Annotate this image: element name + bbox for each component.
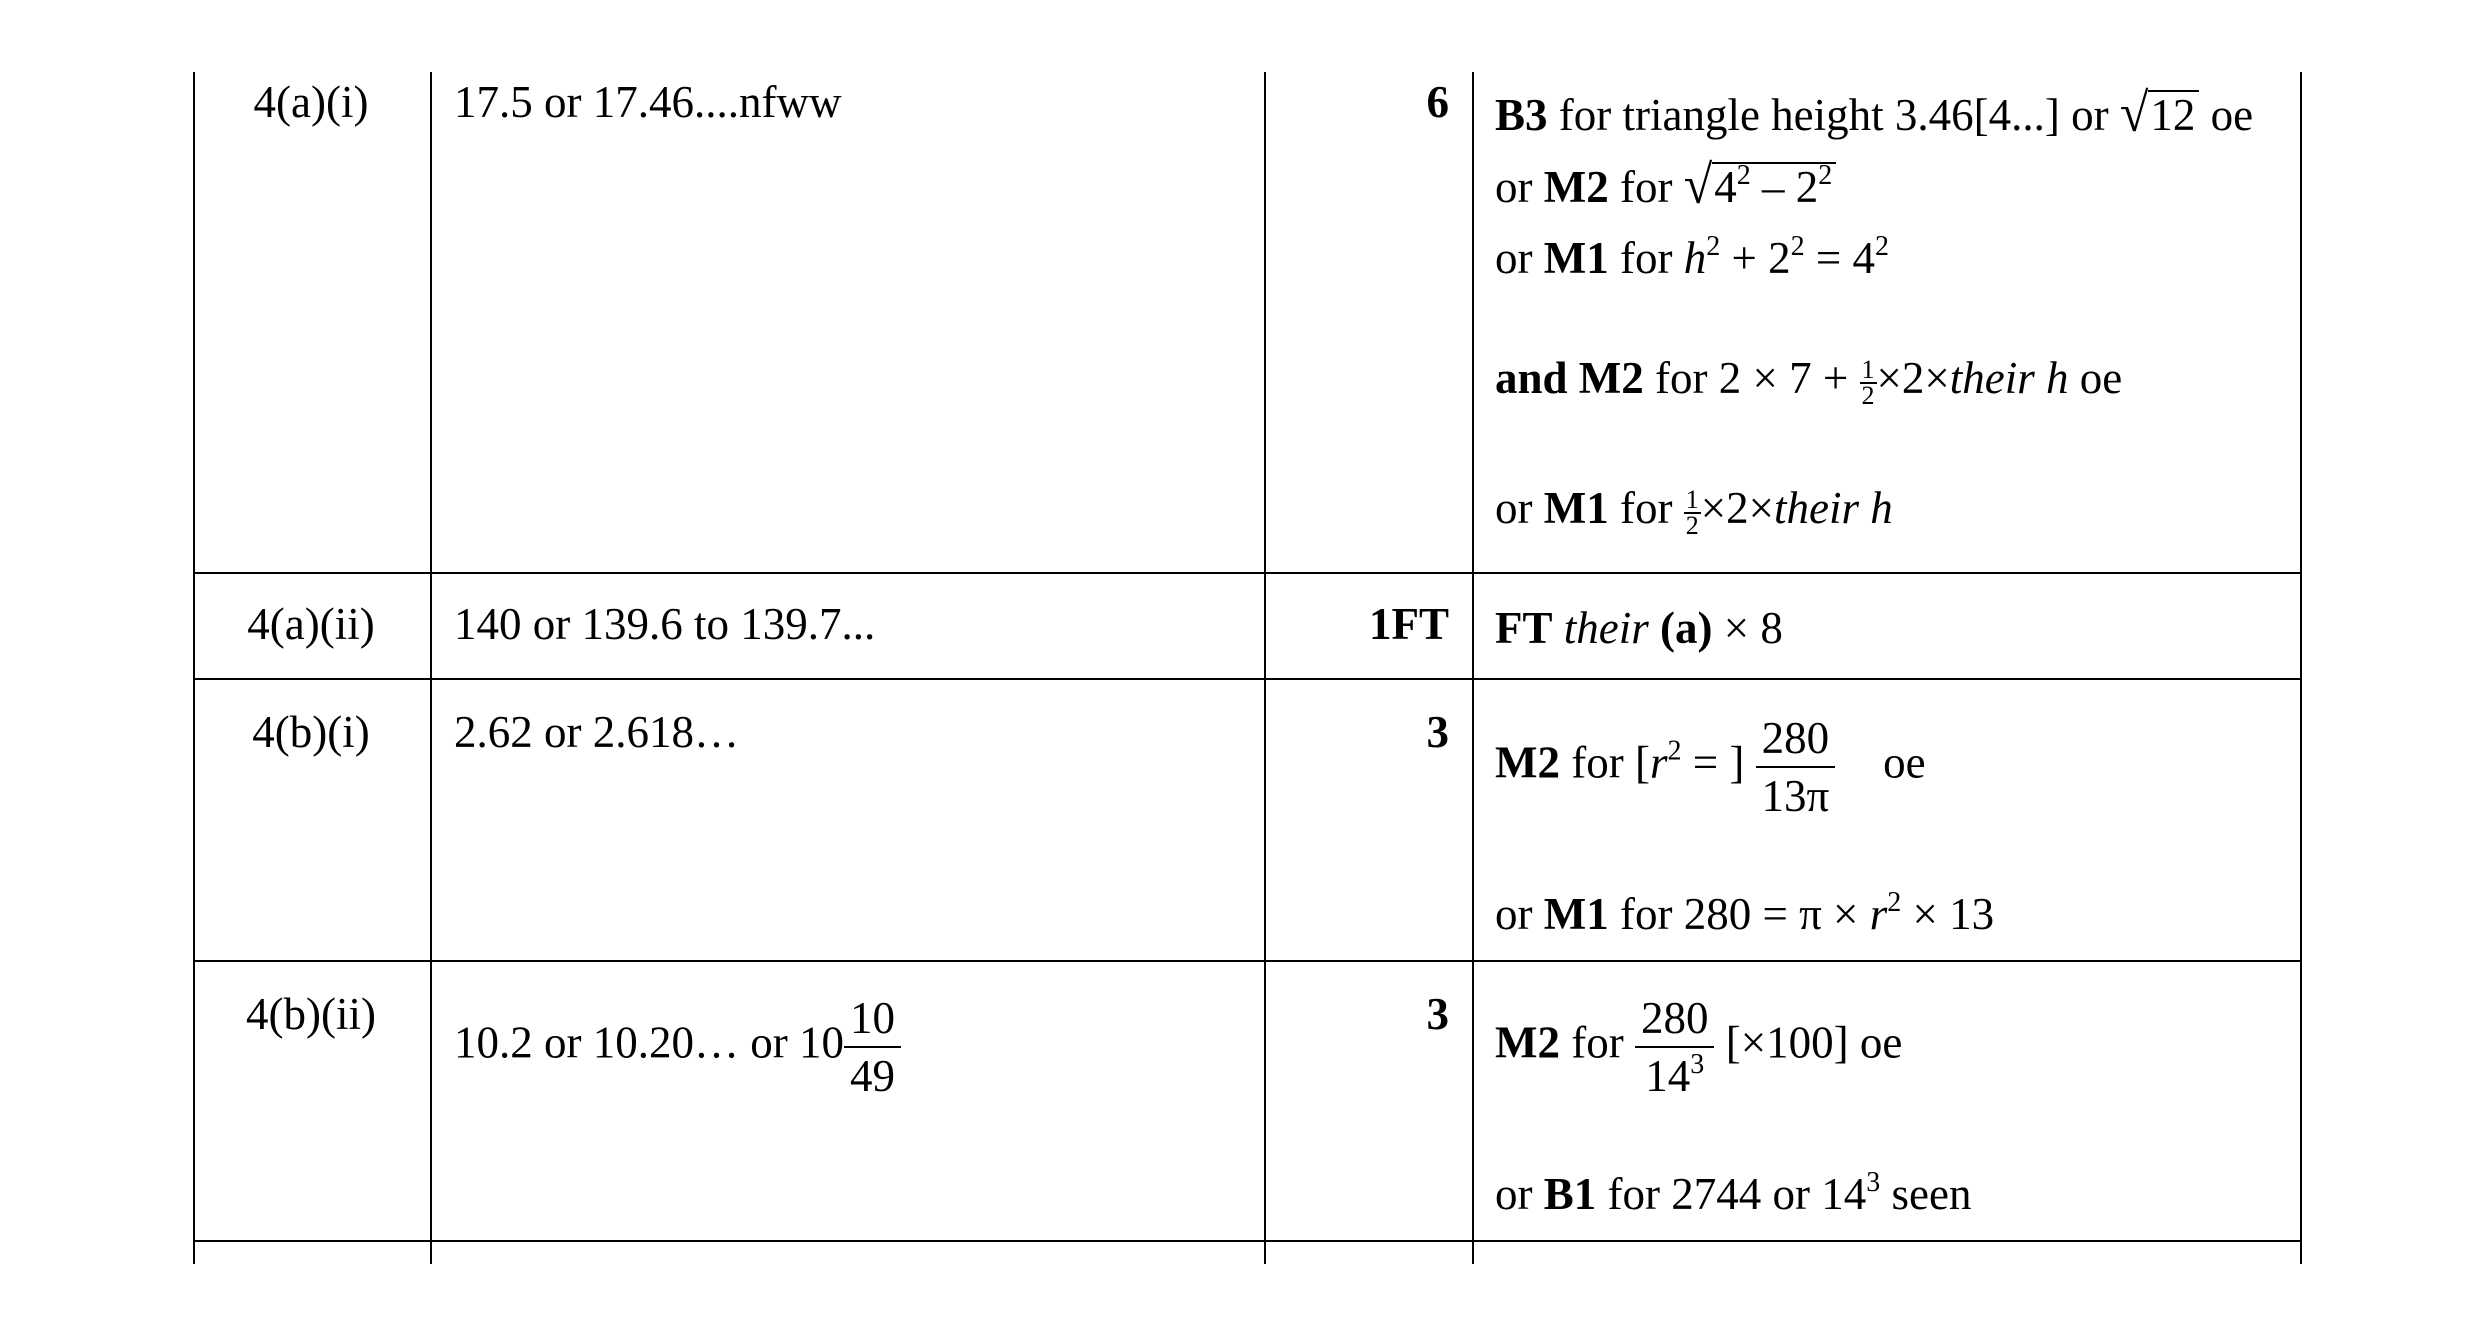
fraction-numerator: 1	[1685, 484, 1699, 514]
guidance-text: or	[1495, 1169, 1544, 1219]
guidance-line	[1495, 602, 1783, 654]
guidance-text: × 8	[1712, 603, 1783, 653]
guidance-text: for 2 × 7 +	[1643, 353, 1860, 403]
sqrt-symbol: √	[1683, 155, 1713, 216]
guidance-text: for 2744 or 14	[1596, 1169, 1867, 1219]
guidance-text: or	[1495, 233, 1544, 283]
mark-code: M2	[1495, 737, 1560, 788]
column-divider-question	[430, 72, 432, 1264]
guidance-line	[1495, 83, 2254, 144]
exponent: 3	[1866, 1167, 1881, 1198]
guidance-text: oe	[2199, 90, 2254, 140]
guidance-line	[1495, 155, 1836, 216]
guidance-text: ×2×	[1700, 483, 1774, 533]
mark-code: M1	[1543, 889, 1609, 939]
their-value: their h	[1949, 353, 2069, 403]
question-number: 4(b)(ii)	[246, 989, 376, 1039]
guidance-text: + 2	[1720, 233, 1791, 283]
guidance-line	[1495, 352, 2122, 408]
mark-code: M1	[1543, 483, 1609, 533]
fraction	[1635, 990, 1715, 1104]
marks-cell: 3	[1426, 707, 1449, 757]
mark-code: and M2	[1495, 353, 1644, 403]
exponent: 2	[1790, 231, 1805, 262]
mark-code: M2	[1495, 1017, 1560, 1068]
exponent: 2	[1667, 735, 1682, 767]
question-number: 4(a)(ii)	[247, 599, 375, 649]
guidance-line	[1495, 482, 1893, 538]
exponent: 2	[1875, 231, 1889, 262]
fraction-denominator: 13π	[1761, 771, 1830, 821]
guidance-line	[1495, 888, 1994, 940]
guidance-line	[1495, 232, 1889, 284]
guidance-text: [×100] oe	[1714, 1017, 1903, 1068]
row-divider	[193, 1240, 2302, 1242]
guidance-text: for [	[1559, 737, 1650, 788]
question-number: 4(a)(i)	[253, 77, 369, 127]
mark-code: B3	[1495, 90, 1548, 140]
guidance-line	[1495, 1168, 1971, 1220]
fraction-numerator: 280	[1635, 990, 1715, 1048]
guidance-text: = ]	[1681, 737, 1756, 788]
mark-code: M1	[1543, 233, 1609, 283]
fraction-denominator: 2	[1861, 380, 1875, 410]
guidance-text: oe	[2068, 353, 2123, 403]
guidance-text: 4	[1714, 162, 1737, 212]
exponent: 2	[1887, 887, 1902, 918]
part-reference: (a)	[1660, 603, 1713, 653]
sqrt-symbol: √	[2119, 83, 2149, 144]
guidance-text: or	[1495, 162, 1544, 212]
sqrt-argument	[1712, 162, 1836, 210]
their-value: their	[1552, 603, 1661, 653]
answer-text: 10.2 or 10.20… or 10	[454, 1017, 844, 1068]
variable: h	[1683, 233, 1707, 283]
table-border-left	[193, 72, 195, 1264]
row-divider	[193, 572, 2302, 574]
marks-cell: 6	[1426, 77, 1449, 127]
guidance-line	[1495, 990, 1902, 1104]
guidance-text: 14	[1645, 1051, 1691, 1101]
guidance-text: for 280 = π ×	[1608, 889, 1870, 939]
answer-cell	[454, 990, 901, 1104]
mark-code: M2	[1543, 162, 1609, 212]
guidance-text: for triangle height 3.46[4...] or	[1547, 90, 2120, 140]
guidance-text: for	[1608, 162, 1684, 212]
guidance-text: × 13	[1901, 889, 1995, 939]
marks-cell: 3	[1426, 989, 1449, 1039]
guidance-line	[1495, 710, 1926, 824]
guidance-text: oe	[1883, 737, 1926, 788]
guidance-text: or	[1495, 483, 1544, 533]
column-divider-marks	[1472, 72, 1474, 1264]
answer-cell: 17.5 or 17.46....nfww	[454, 77, 842, 127]
row-divider	[193, 678, 2302, 680]
their-value: their h	[1773, 483, 1893, 533]
variable: r	[1649, 737, 1668, 788]
row-divider	[193, 960, 2302, 962]
table-border-right	[2300, 72, 2302, 1264]
marks-cell: 1FT	[1368, 599, 1449, 649]
guidance-text: ×2×	[1876, 353, 1950, 403]
answer-cell: 2.62 or 2.618…	[454, 707, 739, 757]
guidance-text: – 2	[1750, 162, 1819, 212]
fraction-denominator: 2	[1685, 510, 1699, 540]
question-number: 4(b)(i)	[252, 707, 370, 757]
fraction	[1756, 710, 1836, 824]
column-divider-answer	[1264, 72, 1266, 1264]
exponent: 2	[1736, 160, 1751, 191]
guidance-text: for	[1608, 233, 1684, 283]
sqrt-argument: 12	[2148, 90, 2199, 138]
fraction-numerator: 280	[1756, 710, 1836, 768]
fraction-denominator: 49	[849, 1051, 895, 1101]
fraction-denominator	[1635, 1048, 1715, 1104]
guidance-text: = 4	[1804, 233, 1875, 283]
variable: r	[1869, 889, 1888, 939]
exponent: 2	[1706, 231, 1721, 262]
guidance-text: for	[1608, 483, 1684, 533]
fraction	[844, 990, 901, 1104]
guidance-text: seen	[1880, 1169, 1972, 1219]
fraction-half	[1860, 354, 1877, 410]
fraction-numerator: 10	[844, 990, 901, 1048]
mark-code: FT	[1495, 603, 1553, 653]
guidance-text: for	[1559, 1017, 1635, 1068]
answer-cell: 140 or 139.6 to 139.7...	[454, 599, 876, 649]
fraction-half	[1684, 484, 1701, 540]
mark-code: B1	[1543, 1169, 1597, 1219]
fraction-numerator: 1	[1861, 354, 1875, 384]
guidance-text: or	[1495, 889, 1544, 939]
exponent: 3	[1690, 1049, 1705, 1080]
exponent: 2	[1818, 160, 1833, 191]
